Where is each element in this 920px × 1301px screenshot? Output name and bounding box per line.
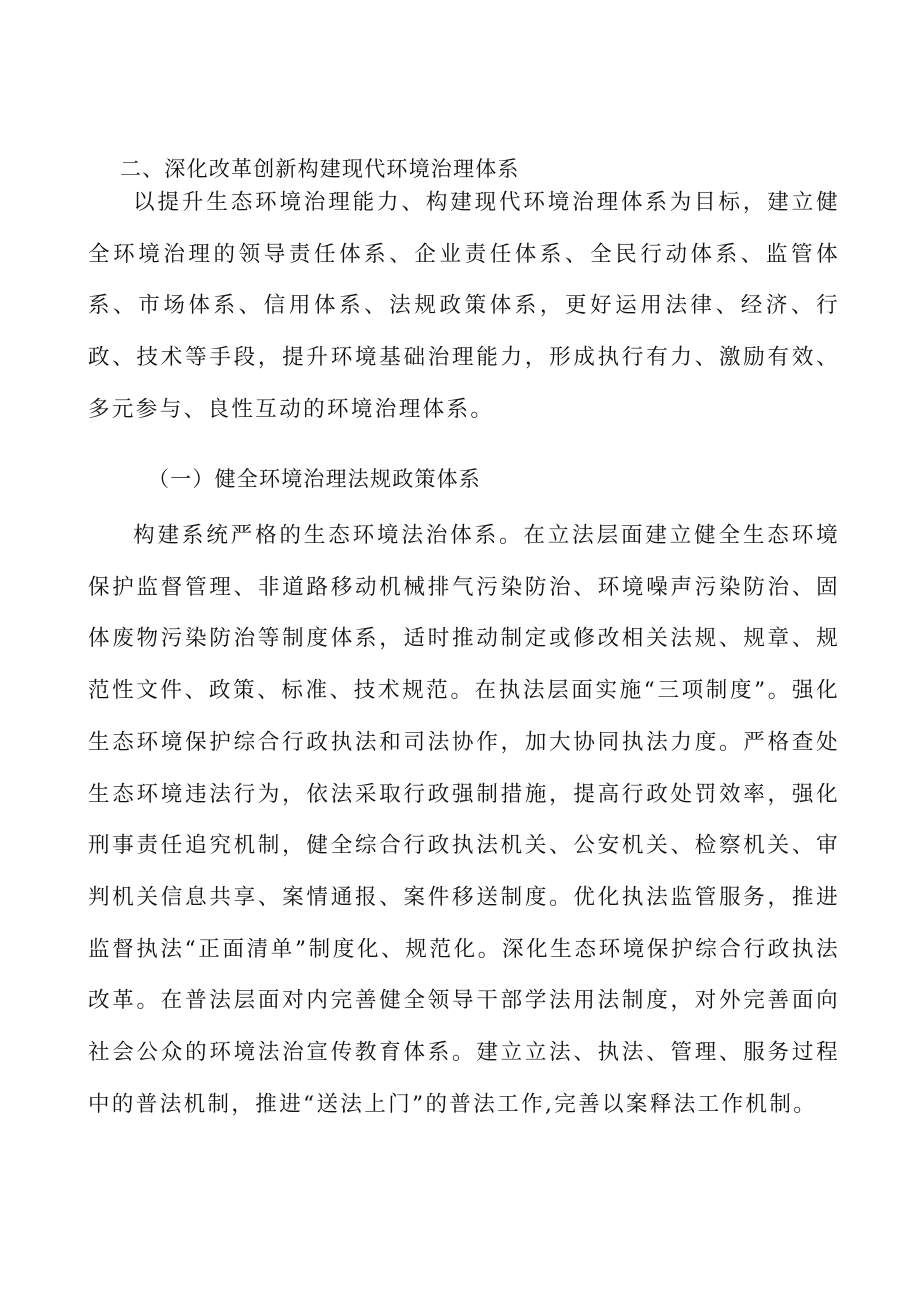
section-heading: 二、深化改革创新构建现代环境治理体系	[120, 157, 520, 181]
body-paragraph: 构建系统严格的生态环境法治体系。在立法层面建立健全生态环境保护监督管理、非道路移动机械排气污染防治、环境噪声污染防治、固体废物污染防治等制度体系，适时推动制定或修改相关法规、规章、规范性文件、政策、标准、技术规范。在执法层面实施“三项制度”。强化生态环境保护综合行政执法和司法协作，加大协同执法力度。严格查处生态环境违法行为，依法采取行政强制措施，提高行政处罚效率，强化刑事责任追究机制，健全综合行政执法机关、公安机关、检察机关、审判机关信息共享、案情通报、案件移送制度。优化执法监管服务，推进监督执法“正面清单”制度化、规范化。深化生态环境保护综合行政执法改革。在普法层面对内完善健全领导干部学法用法制度，对外完善面向社会公众的环境法治宣传教育体系。建立立法、执法、管理、服务过程中的普法机制，推进“送法上门”的普法工作,完善以案释法工作机制。	[88, 523, 840, 1117]
subsection-heading: （一）健全环境治理法规政策体系	[148, 467, 481, 491]
intro-paragraph: 以提升生态环境治理能力、构建现代环境治理体系为目标，建立健全环境治理的领导责任体系、企业责任体系、全民行动体系、监管体系、市场体系、信用体系、法规政策体系，更好运用法律、经济、行政、技术等手段，提升环境基础治理能力，形成执行有力、激励有效、多元参与、良性互动的环境治理体系。	[88, 190, 840, 422]
